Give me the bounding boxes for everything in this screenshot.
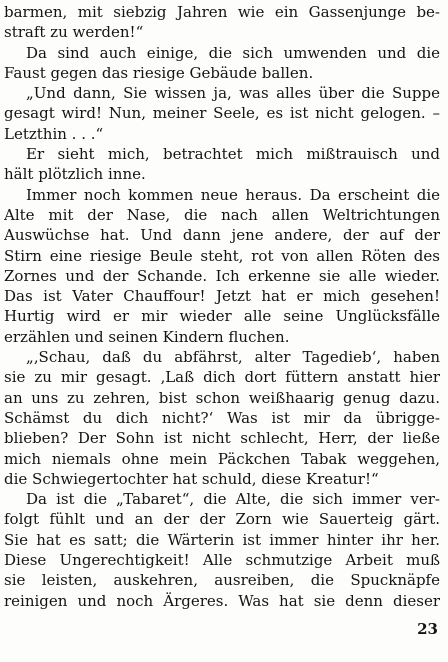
- text-line: Diese Ungerechtigkeit! Alle schmutzige Arbeit muß: [4, 551, 440, 570]
- text-line: Sie hat es satt; die Wärterin ist immer hinter ihr her.: [4, 530, 440, 549]
- text-line: blieben? Der Sohn ist nicht schlecht, Herr, der ließe: [4, 429, 440, 448]
- text-line: hält plötzlich inne.: [4, 165, 146, 184]
- text-line: Immer noch kommen neue heraus. Da erscheint die: [26, 185, 440, 204]
- text-line: Da ist die „Tabaret“, die Alte, die sich immer ver-: [26, 490, 440, 509]
- text-line: reinigen und noch Ärgeres. Was hat sie denn dieser: [4, 591, 440, 610]
- text-line: „‚Schau, daß du abfährst, alter Tagedieb‘, haben: [26, 348, 440, 367]
- text-line: Stirn eine riesige Beule steht, rot von allen Röten des: [4, 246, 440, 265]
- text-line: gesagt wird! Nun, meiner Seele, es ist nicht gelogen. –: [4, 104, 440, 123]
- text-line: folgt fühlt und an der der Zorn wie Sauerteig gärt.: [4, 510, 440, 529]
- text-line: Da sind auch einige, die sich umwenden und die: [26, 43, 440, 62]
- text-line: an uns zu zehren, bist schon weißhaarig genug dazu.: [4, 388, 440, 407]
- text-line: mich niemals ohne mein Päckchen Tabak weggehen,: [4, 449, 440, 468]
- text-line: barmen, mit siebzig Jahren wie ein Gassenjunge be-: [4, 3, 440, 21]
- body-text: [4, 2, 440, 611]
- text-line: sie zu mir gesagt. ‚Laß dich dort füttern anstatt hier: [4, 368, 440, 387]
- page-number: 23: [417, 620, 438, 638]
- text-line: Zornes und der Schande. Ich erkenne sie alle wieder.: [4, 266, 440, 285]
- text-line: sie leisten, auskehren, ausreiben, die Spucknäpfe: [4, 571, 440, 590]
- text-line: die Schwiegertochter hat schuld, diese Kreatur!“: [4, 469, 379, 488]
- text-line: Faust gegen das riesige Gebäude ballen.: [4, 63, 314, 82]
- text-line: Letzthin . . .“: [4, 124, 104, 143]
- text-line: Das ist Vater Chauffour! Jetzt hat er mich gesehen!: [4, 287, 440, 306]
- text-line: erzählen und seinen Kindern fluchen.: [4, 327, 290, 346]
- text-line: Auswüchse hat. Und dann jene andere, der auf der: [4, 226, 440, 245]
- text-line: Schämst du dich nicht?‘ Was ist mir da übrigge-: [4, 408, 440, 427]
- text-line: „Und dann, Sie wissen ja, was alles über die Suppe: [26, 84, 440, 103]
- text-line: straft zu werden!“: [4, 23, 144, 42]
- text-line: Alte mit der Nase, die nach allen Weltrichtungen: [4, 205, 440, 224]
- text-line: Er sieht mich, betrachtet mich mißtrauisch und: [26, 145, 440, 164]
- text-line: Hurtig wird er mir wieder alle seine Unglücksfälle: [4, 307, 440, 326]
